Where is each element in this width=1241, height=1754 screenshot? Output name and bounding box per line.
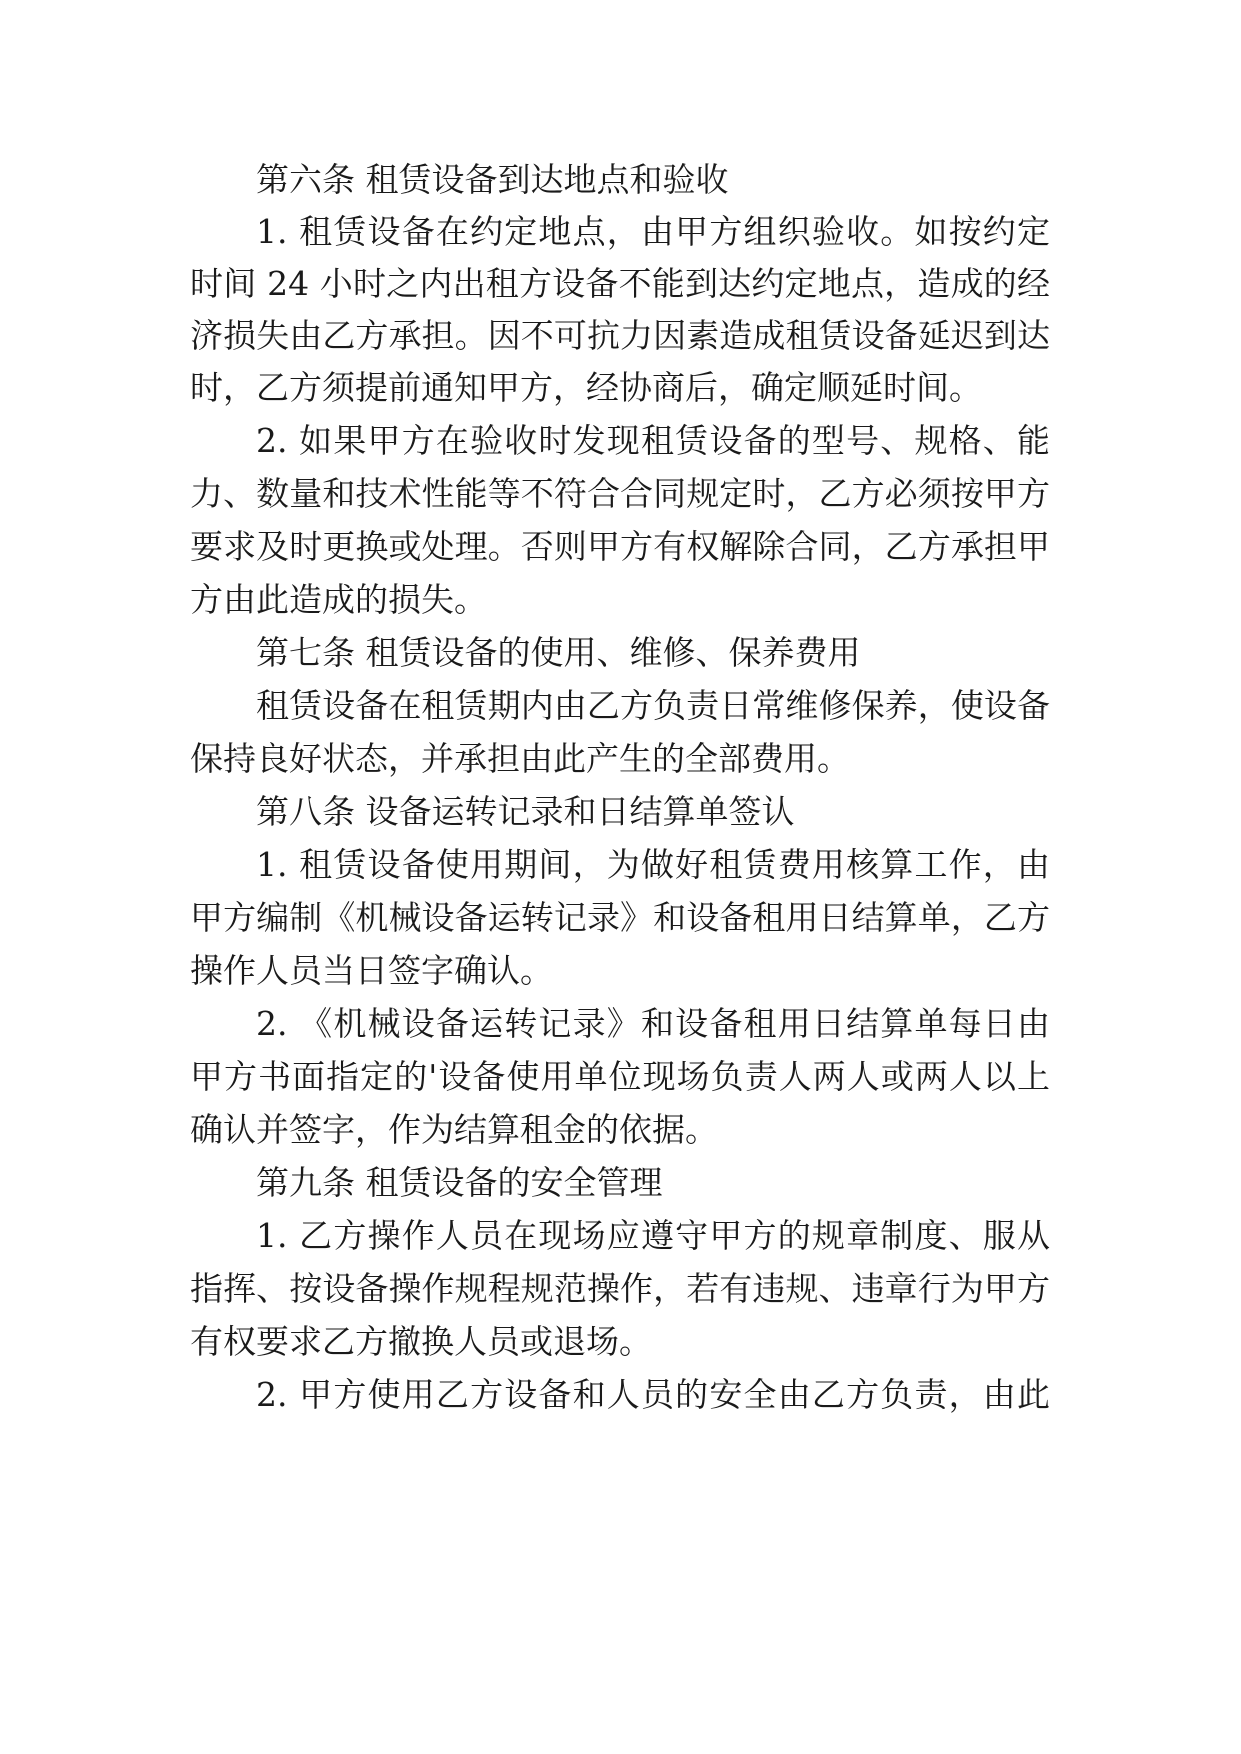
paragraph-line: 1. 乙方操作人员在现场应遵守甲方的规章制度、服从 bbox=[256, 1216, 1050, 1255]
paragraph-line: 保持良好状态，并承担由此产生的全部费用。 bbox=[190, 739, 850, 778]
paragraph-line: 济损失由乙方承担。因不可抗力因素造成租赁设备延迟到达 bbox=[190, 316, 1050, 355]
paragraph-line: 确认并签字，作为结算租金的依据。 bbox=[190, 1110, 718, 1149]
paragraph-line: 甲方编制《机械设备运转记录》和设备租用日结算单，乙方 bbox=[190, 898, 1050, 937]
paragraph-line: 时，乙方须提前通知甲方，经协商后，确定顺延时间。 bbox=[190, 368, 982, 407]
paragraph-line: 力、数量和技术性能等不符合合同规定时，乙方必须按甲方 bbox=[190, 474, 1050, 513]
paragraph-line: 2. 《机械设备运转记录》和设备租用日结算单每日由 bbox=[256, 1004, 1050, 1043]
paragraph-line: 方由此造成的损失。 bbox=[190, 580, 487, 619]
paragraph-line: 租赁设备在租赁期内由乙方负责日常维修保养，使设备 bbox=[256, 686, 1050, 725]
paragraph-line: 2. 甲方使用乙方设备和人员的安全由乙方负责，由此 bbox=[256, 1375, 1050, 1414]
paragraph-line: 2. 如果甲方在验收时发现租赁设备的型号、规格、能 bbox=[256, 421, 1050, 460]
article-7-heading: 第七条 租赁设备的使用、维修、保养费用 bbox=[256, 633, 861, 672]
paragraph-line: 1. 租赁设备在约定地点，由甲方组织验收。如按约定 bbox=[256, 212, 1050, 251]
paragraph-line: 要求及时更换或处理。否则甲方有权解除合同，乙方承担甲 bbox=[190, 527, 1050, 566]
paragraph-line: 有权要求乙方撤换人员或退场。 bbox=[190, 1322, 652, 1361]
paragraph-line: 1. 租赁设备使用期间，为做好租赁费用核算工作，由 bbox=[256, 845, 1050, 884]
paragraph-line: 时间 24 小时之内出租方设备不能到达约定地点，造成的经 bbox=[190, 264, 1050, 303]
article-9-heading: 第九条 租赁设备的安全管理 bbox=[256, 1163, 663, 1202]
article-8-heading: 第八条 设备运转记录和日结算单签认 bbox=[256, 792, 795, 831]
article-6-heading: 第六条 租赁设备到达地点和验收 bbox=[256, 160, 729, 199]
paragraph-line: 操作人员当日签字确认。 bbox=[190, 951, 553, 990]
paragraph-line: 指挥、按设备操作规程规范操作，若有违规、违章行为甲方 bbox=[190, 1269, 1050, 1308]
paragraph-line: 甲方书面指定的'设备使用单位现场负责人两人或两人以上 bbox=[190, 1057, 1050, 1096]
